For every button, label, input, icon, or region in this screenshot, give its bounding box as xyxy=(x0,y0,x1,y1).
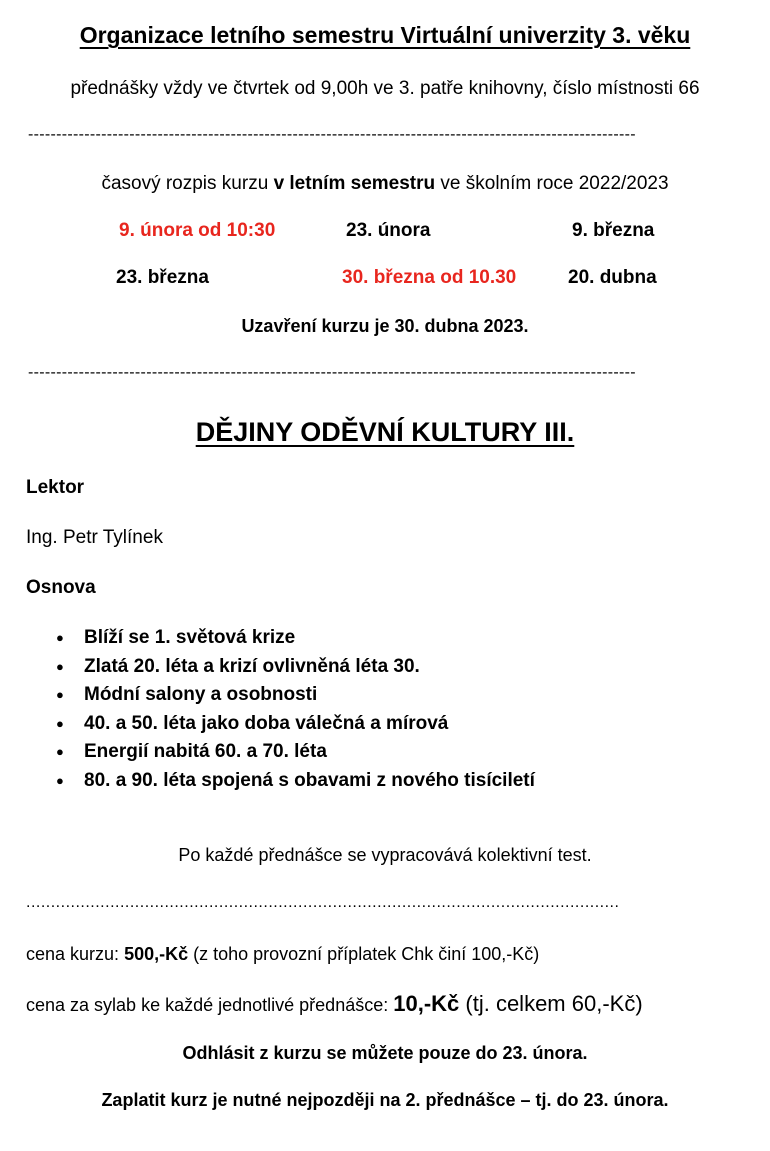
outline-item: ● Zlatá 20. léta a krizí ovlivněná léta 30. xyxy=(26,653,535,682)
date-2: 23. února xyxy=(346,220,431,241)
date-6: 20. dubna xyxy=(568,267,657,288)
schedule-intro xyxy=(0,173,770,195)
outline-item: ● 40. a 50. léta jako doba válečná a mírová xyxy=(26,710,535,739)
date-5: 30. března od 10.30 xyxy=(342,267,517,288)
course-closing: Uzavření kurzu je 30. dubna 2023. xyxy=(241,316,529,336)
outline-item: ● Energií nabitá 60. a 70. léta xyxy=(26,738,535,767)
outline-item: ● Blíží se 1. světová krize xyxy=(26,624,535,653)
schedule-intro-bold: v letním semestru xyxy=(273,173,436,194)
price-label: cena kurzu: xyxy=(26,944,125,964)
course-title xyxy=(0,417,770,448)
price-note: (z toho provozní příplatek Chk činí 100,-Kč) xyxy=(188,944,540,964)
syllabus-price xyxy=(26,991,643,1017)
dotted-separator: ........................................................................................................................ xyxy=(26,894,620,911)
outline-item: ● Módní salony a osobnosti xyxy=(26,681,535,710)
syllabus-value: 10,-Kč xyxy=(393,991,460,1016)
schedule-intro-pre: časový rozpis kurzu xyxy=(101,173,274,194)
lecturer-name: Ing. Petr Tylínek xyxy=(26,527,163,548)
separator-middle: ------------------------------------------------------------------------------------------------------------ xyxy=(28,364,636,381)
lecturer-label: Lektor xyxy=(26,477,85,498)
separator-top: ------------------------------------------------------------------------------------------------------------ xyxy=(28,126,636,143)
outline-item: ● 80. a 90. léta spojená s obavami z nového tisíciletí xyxy=(26,767,535,796)
syllabus-note: (tj. celkem 60,-Kč) xyxy=(459,991,643,1016)
date-4: 23. března xyxy=(116,267,209,288)
date-3: 9. března xyxy=(572,220,655,241)
payment-note: Zaplatit kurz je nutné nejpozději na 2. přednášce – tj. do 23. února. xyxy=(101,1090,669,1110)
course-price xyxy=(26,944,539,965)
outline-label: Osnova xyxy=(26,577,96,598)
date-1: 9. února od 10:30 xyxy=(119,220,276,241)
price-value: 500,-Kč xyxy=(124,944,189,964)
schedule-intro-post: ve školním roce 2022/2023 xyxy=(435,173,669,194)
outline-list xyxy=(26,624,535,796)
test-note: Po každé přednášce se vypracovává kolektivní test. xyxy=(178,845,592,865)
lecture-info: přednášky vždy ve čtvrtek od 9,00h ve 3. patře knihovny, číslo místnosti 66 xyxy=(70,78,700,99)
syllabus-label: cena za sylab ke každé jednotlivé přednášce: xyxy=(26,995,394,1015)
page-title-text: Organizace letního semestru Virtuální univerzity 3. věku xyxy=(79,22,691,48)
unsubscribe-note: Odhlásit z kurzu se můžete pouze do 23. února. xyxy=(182,1043,588,1063)
page-title xyxy=(0,22,770,49)
course-title-text: DĚJINY ODĚVNÍ KULTURY III. xyxy=(195,417,575,447)
